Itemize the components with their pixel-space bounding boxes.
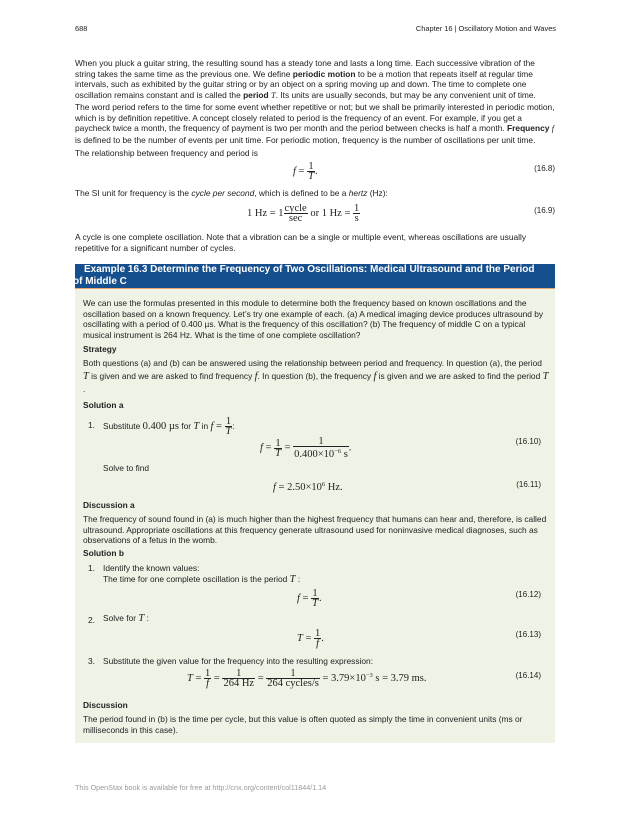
discussion-a-text: The frequency of sound found in (a) is much higher than the highest frequency that humans can hear and, therefore, is called ultrasound. Appropriate oscillations at this frequency generate ultrasound used for noninvasive medical diagnoses, such as observations of a fetus in the womb. — [83, 514, 547, 546]
page-number: 688 — [75, 24, 88, 33]
step-b3-number: 3. — [88, 656, 95, 666]
equation-16-10: f = $\frac{1}{T}$ = $\frac{1}{0.400\times 10^{-6} s}$ . (16.10) — [260, 436, 541, 460]
solve-to-find: Solve to find — [103, 463, 150, 473]
paragraph-cycle: A cycle is one complete oscillation. Note that a vibration can be a single or multiple event, whereas oscillations are usually repetitive for a significant number of cycles. — [75, 232, 527, 253]
paragraph-frequency: The word period refers to the time for some event whether repetitive or not; but we shall be primarily interested in periodic motion, which is by definition repetitive. A concept closely related to period is the frequency of an event. For example, if you get a paycheck twice a month, the frequency of payment is two per month and the period between checks is half a month. Frequency f is defined to be the number of events per unit time. For periodic motion, frequency is the number of oscillations per unit time. — [75, 102, 555, 145]
discussion-heading: Discussion — [83, 700, 128, 710]
paragraph-si-unit: The SI unit for frequency is the cycle per second, which is defined to be a hertz (Hz): — [75, 188, 388, 198]
equation-16-8: f = $\frac{1}{T}$ . (16.8) — [293, 161, 555, 182]
equation-16-12: f = $\frac{1}{T}$ . (16.12) — [297, 588, 541, 609]
step-b2-text: Solve for T : — [103, 613, 149, 624]
paragraph-relationship: The relationship between frequency and period is — [75, 148, 258, 158]
equation-16-14: T = $\frac{1}{f}$ = $\frac{1}{264 Hz}$ = $\frac{1}{\text{264 cycles/s}}$ = $3.79\times 10^{-3}$ s = 3.79 ms. (16.14) — [187, 668, 541, 689]
step-b1-text: Identify the known values: The time for one complete oscillation is the period T : — [103, 563, 301, 585]
strategy-text: Both questions (a) and (b) can be answered using the relationship between period and frequency. In question (a), the period T is given and we are asked to find frequency f. In question (b), the frequency f is given and we are asked to find the period T . — [83, 358, 549, 394]
discussion-text: The period found in (b) is the time per cycle, but this value is often quoted as simply the time in convenient units (ms or milliseconds in this case). — [83, 714, 523, 735]
equation-16-11: $f = 2.50\times 10^6$ Hz. (16.11) — [273, 480, 541, 493]
example-title: Example 16.3 Determine the Frequency of Two Oscillations: Medical Ultrasound and the Period of Middle C — [75, 264, 555, 288]
step-a1-text: Substitute 0.400 µs for T in f = $\frac{1}{T}$ : — [103, 416, 235, 437]
step-b1-number: 1. — [88, 563, 95, 573]
footer: This OpenStax book is available for free at http://cnx.org/content/col11844/1.14 — [75, 783, 327, 792]
discussion-a-heading: Discussion a — [83, 500, 135, 510]
step-a1-number: 1. — [88, 420, 95, 430]
equation-16-9: 1 Hz = 1 $\frac{\text{cycle}}{\sec}$ or 1 Hz = $\frac{1}{s}$ (16.9) — [247, 203, 555, 224]
step-b3-text: Substitute the given value for the frequency into the resulting expression: — [103, 656, 374, 666]
solution-b-heading: Solution b — [83, 548, 124, 558]
strategy-heading: Strategy — [83, 344, 117, 354]
step-b2-number: 2. — [88, 615, 95, 625]
chapter-header: Chapter 16 | Oscillatory Motion and Waves — [415, 24, 556, 33]
paragraph-periodic-motion: When you pluck a guitar string, the resulting sound has a steady tone and lasts a long time. Each successive vibration of the string takes the same time as the previous one. We define periodic motion to be a motion that repeats itself at regular time intervals, such as exhibited by the guitar string or by an object on a spring moving up and down. The time to complete one oscillation remains constant and is called the period T. Its units are usually seconds, but may be any convenient unit of time. — [75, 58, 536, 100]
solution-a-heading: Solution a — [83, 400, 124, 410]
equation-16-13: T = $\frac{1}{f}$ . (16.13) — [297, 628, 541, 649]
example-intro: We can use the formulas presented in this module to determine both the frequency based on known oscillations and the oscillation based on a known frequency. Let’s try one example of each. (a) A medical imaging device produces ultrasound by oscillating with a period of 0.400 µs. What is the frequency of this oscillation? (b) The frequency of middle C on a typical musical instrument is 264 Hz. What is the time of one complete oscillation? — [83, 298, 544, 340]
